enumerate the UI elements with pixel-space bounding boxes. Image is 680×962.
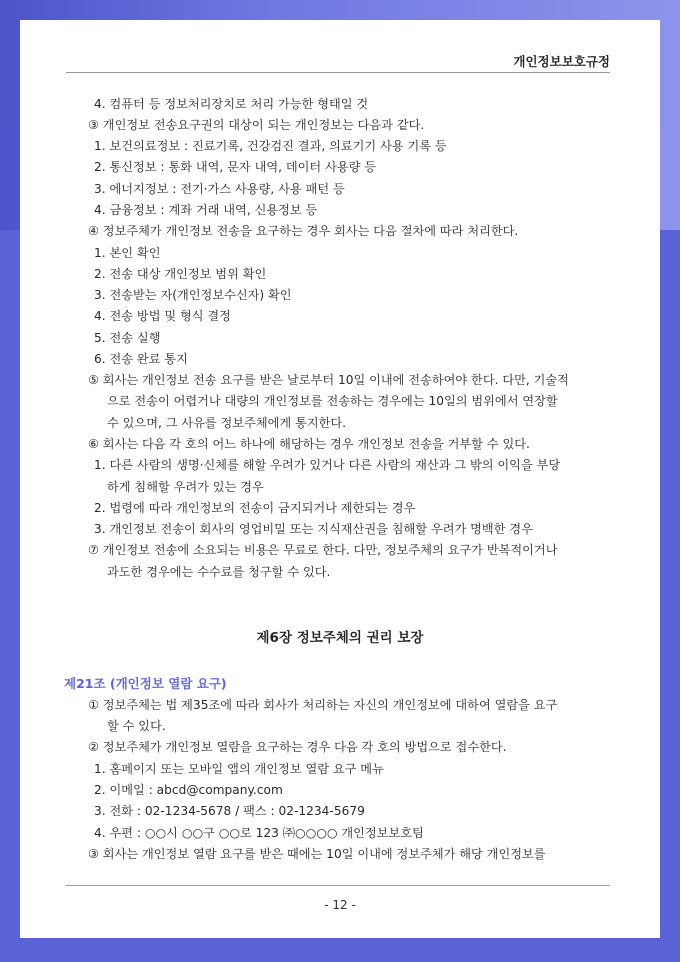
footer-divider (66, 885, 610, 886)
article-21-paragraph-1-line-2: 할 수 있다. (107, 719, 166, 733)
refusal-item-1-line-2: 하게 침해할 우려가 있는 경우 (107, 480, 264, 494)
method-2-email: 2. 이메일 : abcd@company.com (94, 783, 283, 797)
step-3: 3. 전송받는 자(개인정보수신자) 확인 (94, 288, 292, 302)
step-5: 5. 전송 실행 (94, 331, 161, 345)
step-6: 6. 전송 완료 통지 (94, 352, 188, 366)
step-4: 4. 전송 방법 및 형식 결정 (94, 309, 231, 323)
step-2: 2. 전송 대상 개인정보 범위 확인 (94, 267, 267, 281)
item-3-energy-info: 3. 에너지정보 : 전기·가스 사용량, 사용 패턴 등 (94, 182, 345, 196)
paragraph-4: ④ 정보주체가 개인정보 전송을 요구하는 경우 회사는 다음 절차에 따라 처리한다. (88, 224, 519, 238)
item-1-health-info: 1. 보건의료정보 : 진료기록, 건강검진 결과, 의료기기 사용 기록 등 (94, 139, 447, 153)
step-1: 1. 본인 확인 (94, 246, 161, 260)
refusal-item-3: 3. 개인정보 전송이 회사의 영업비밀 또는 지식재산권을 침해할 우려가 명백한 경우 (94, 522, 533, 536)
item-2-telecom-info: 2. 통신정보 : 통화 내역, 문자 내역, 데이터 사용량 등 (94, 160, 377, 174)
article-21-heading: 제21조 (개인정보 열람 요구) (64, 676, 227, 691)
header-divider (66, 72, 610, 73)
paragraph-5-line-3: 수 있으며, 그 사유를 정보주체에게 통지한다. (107, 416, 347, 430)
method-3-phone-fax: 3. 전화 : 02-1234-5678 / 팩스 : 02-1234-5679 (94, 804, 365, 818)
method-4-mail: 4. 우편 : ○○시 ○○구 ○○로 123 ㈜○○○○ 개인정보보호팀 (94, 826, 424, 840)
paragraph-3: ③ 개인정보 전송요구권의 대상이 되는 개인정보는 다음과 같다. (88, 118, 425, 132)
item-4-finance-info: 4. 금융정보 : 계좌 거래 내역, 신용정보 등 (94, 203, 318, 217)
article-21-paragraph-2: ② 정보주체가 개인정보 열람을 요구하는 경우 다음 각 호의 방법으로 접수한다. (88, 740, 507, 754)
page-number: - 12 - (324, 898, 356, 912)
article-21-paragraph-3: ③ 회사는 개인정보 열람 요구를 받은 때에는 10일 이내에 정보주체가 해당 개인정보를 (88, 847, 546, 861)
paragraph-7-line-1: ⑦ 개인정보 전송에 소요되는 비용은 무료로 한다. 다만, 정보주체의 요구가 반복적이거나 (88, 543, 558, 557)
paragraph-6: ⑥ 회사는 다음 각 호의 어느 하나에 해당하는 경우 개인정보 전송을 거부할 수 있다. (88, 437, 530, 451)
refusal-item-2: 2. 법령에 따라 개인정보의 전송이 금지되거나 제한되는 경우 (94, 501, 416, 515)
chapter-title: 제6장 정보주체의 권리 보장 (256, 630, 424, 646)
paragraph-7-line-2: 과도한 경우에는 수수료를 청구할 수 있다. (107, 565, 331, 579)
header-title: 개인정보보호규정 (513, 54, 610, 69)
article-21-paragraph-1-line-1: ① 정보주체는 법 제35조에 따라 회사가 처리하는 자신의 개인정보에 대하여 열람을 요구 (88, 698, 558, 712)
document-page (20, 20, 660, 938)
item-4-computer-processable: 4. 컴퓨터 등 정보처리장치로 처리 가능한 형태일 것 (94, 97, 369, 111)
paragraph-5-line-1: ⑤ 회사는 개인정보 전송 요구를 받은 날로부터 10일 이내에 전송하여야 한다. 다만, 기술적 (88, 373, 569, 387)
method-1-web-menu: 1. 홈페이지 또는 모바일 앱의 개인정보 열람 요구 메뉴 (94, 762, 384, 776)
refusal-item-1-line-1: 1. 다른 사람의 생명·신체를 해할 우려가 있거나 다른 사람의 재산과 그 밖의 이익을 부당 (94, 458, 561, 472)
paragraph-5-line-2: 으로 전송이 어렵거나 대량의 개인정보를 전송하는 경우에는 10일의 범위에서 연장할 (107, 394, 558, 408)
